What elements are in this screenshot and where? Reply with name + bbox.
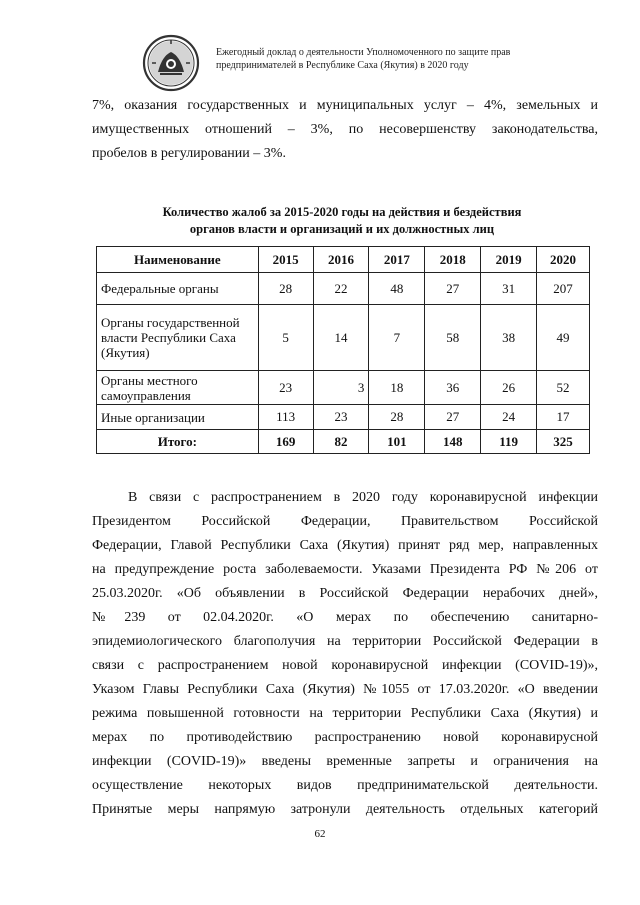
row-name: Органы государственной власти Республики Саха (Якутия) xyxy=(97,305,259,371)
column-header: 2017 xyxy=(369,247,425,273)
column-header: 2020 xyxy=(537,247,590,273)
table-cell: 38 xyxy=(481,305,537,371)
paragraph-line: 25.03.2020г. «Об объявлении в Российской Федерации нерабочих дней», xyxy=(92,586,598,601)
table-row xyxy=(97,405,590,430)
complaints-table xyxy=(96,246,590,454)
paragraph-line: Федерации, Главой Республики Саха (Якутия) принят ряд мер, направленных xyxy=(92,538,598,553)
column-header: Наименование xyxy=(97,247,259,273)
column-header: 2018 xyxy=(425,247,481,273)
table-caption-line-2: органов власти и организаций и их должностных лиц xyxy=(189,222,495,236)
table-header-row xyxy=(97,247,590,273)
column-header: 2015 xyxy=(258,247,313,273)
paragraph-line: осуществление некоторых видов предпринимательской деятельности. xyxy=(92,778,598,793)
row-name: Иные организации xyxy=(97,405,259,430)
table-cell: 14 xyxy=(313,305,369,371)
table-cell: 113 xyxy=(258,405,313,430)
table-cell: 207 xyxy=(537,273,590,305)
table-cell: 48 xyxy=(369,273,425,305)
table-cell: 49 xyxy=(537,305,590,371)
row-name: Органы местного самоуправления xyxy=(97,371,259,405)
table-cell: 169 xyxy=(258,430,313,454)
paragraph-line: Президентом Российской Федерации, Правительством Российской xyxy=(92,514,598,529)
table-cell: 23 xyxy=(258,371,313,405)
table-cell: 101 xyxy=(369,430,425,454)
republic-emblem-icon xyxy=(142,34,200,92)
table-caption-line-1: Количество жалоб за 2015-2020 годы на действия и бездействия xyxy=(162,205,522,219)
paragraph-line: Указом Главы Республики Саха (Якутия) №1055 от 17.03.2020г. «О введении xyxy=(92,682,598,697)
table-cell: 325 xyxy=(537,430,590,454)
paragraph-line: №239 от 02.04.2020г. «О мерах по обеспечению санитарно- xyxy=(92,610,598,625)
header-line-2: предпринимателей в Республике Саха (Якутия) в 2020 году xyxy=(216,60,469,71)
table-cell: 26 xyxy=(481,371,537,405)
paragraph-line: инфекции (COVID-19)» введены временные запреты и ограничения на xyxy=(92,754,598,769)
table-cell: 24 xyxy=(481,405,537,430)
paragraph-line: 7%, оказания государственных и муниципальных услуг – 4%, земельных и xyxy=(92,98,598,113)
paragraph-line: пробелов в регулировании – 3%. xyxy=(92,146,286,161)
paragraph-line: имущественных отношений – 3%, по несовершенству законодательства, xyxy=(92,122,598,137)
table-cell: 36 xyxy=(425,371,481,405)
table-cell: 3 xyxy=(313,371,369,405)
paragraph-line: мерах по противодействию распространению новой коронавирусной xyxy=(92,730,598,745)
table-cell: 5 xyxy=(258,305,313,371)
paragraph-intro xyxy=(92,94,598,166)
paragraph-line: режима повышенной готовности на территории Республики Саха (Якутия) и xyxy=(92,706,598,721)
header-line-1: Ежегодный доклад о деятельности Уполномоченного по защите прав xyxy=(216,47,511,58)
table-cell: 52 xyxy=(537,371,590,405)
table-cell: 119 xyxy=(481,430,537,454)
paragraph-line: на предупреждение роста заболеваемости. Указами Президента РФ №206 от xyxy=(92,562,598,577)
paragraph-line: Принятые меры напрямую затронули деятельность отдельных категорий xyxy=(92,802,598,817)
table-cell: 18 xyxy=(369,371,425,405)
table-cell: 17 xyxy=(537,405,590,430)
table-cell: 28 xyxy=(369,405,425,430)
paragraph-line: связи с распространением новой коронавирусной инфекции (COVID-19)», xyxy=(92,658,598,673)
document-header xyxy=(216,46,616,72)
table-cell: 82 xyxy=(313,430,369,454)
paragraph-covid-measures xyxy=(92,486,598,822)
table-cell: 22 xyxy=(313,273,369,305)
row-name: Федеральные органы xyxy=(97,273,259,305)
table-row xyxy=(97,371,590,405)
table-cell: 148 xyxy=(425,430,481,454)
table-cell: 27 xyxy=(425,405,481,430)
total-label: Итого: xyxy=(97,430,259,454)
table-row xyxy=(97,305,590,371)
paragraph-line: эпидемиологического благополучия на территории Российской Федерации в xyxy=(92,634,598,649)
table-row xyxy=(97,273,590,305)
column-header: 2016 xyxy=(313,247,369,273)
paragraph-line: В связи с распространением в 2020 году коронавирусной инфекции xyxy=(128,490,598,505)
table-cell: 27 xyxy=(425,273,481,305)
column-header: 2019 xyxy=(481,247,537,273)
table-caption xyxy=(96,204,588,238)
table-cell: 31 xyxy=(481,273,537,305)
table-cell: 23 xyxy=(313,405,369,430)
page-number: 62 xyxy=(314,828,326,840)
table-cell: 58 xyxy=(425,305,481,371)
table-cell: 28 xyxy=(258,273,313,305)
table-cell: 7 xyxy=(369,305,425,371)
table-total-row xyxy=(97,430,590,454)
